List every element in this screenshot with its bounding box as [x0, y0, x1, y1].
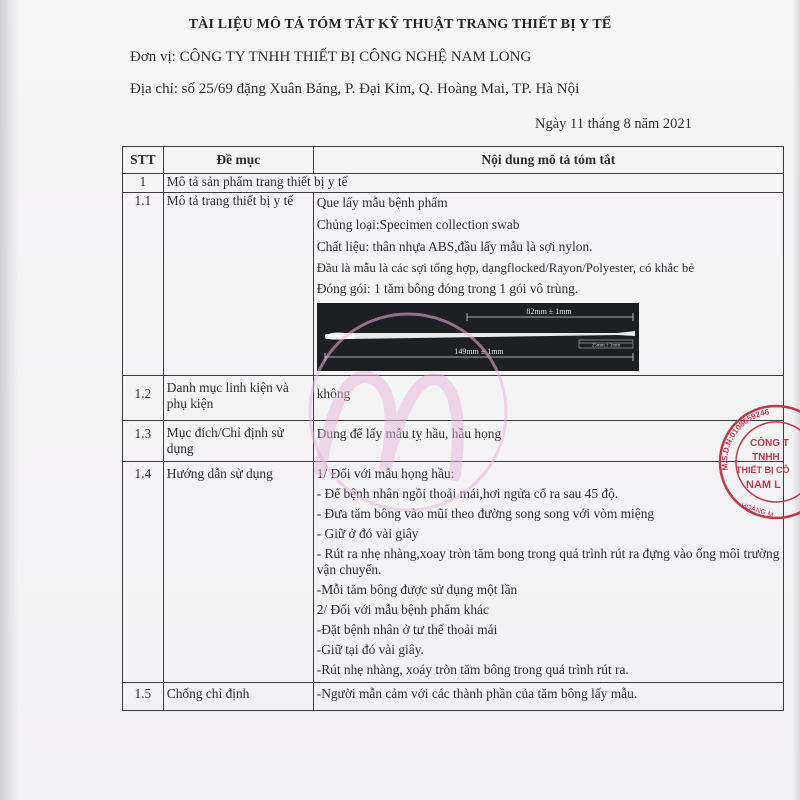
content-line: -Giữ tại đó vài giây. [316, 642, 424, 657]
content-line: - Đưa tăm bông vào mũi theo đường song song với vòm miệng [316, 506, 655, 521]
row-label: Mục đích/Chỉ định sử dụng [163, 421, 313, 462]
row-number: 1 [123, 174, 164, 193]
content-line: - Để bệnh nhân ngồi thoải mái,hơi ngửa cổ ra sau 45 độ. [316, 486, 619, 501]
dim-bottom-label: 149mm ± 1mm [454, 347, 504, 356]
document-title: TÀI LIỆU MÔ TẢ TÓM TẮT KỸ THUẬT TRANG THIẾT BỊ Y TẾ [188, 17, 612, 32]
company-seal [716, 400, 800, 530]
content-line: Đóng gói: 1 tăm bông đóng trong 1 gói vô trùng. [316, 281, 579, 296]
content-line: 2/ Đối với mẫu bệnh phẩm khác [316, 602, 489, 617]
company-unit: Đơn vị: CÔNG TY TNHH THIẾT BỊ CÔNG NGHỆ NAM LONG [130, 49, 532, 65]
svg-text:M.S.D.N:0108659246: M.S.D.N:0108659246 [720, 407, 770, 471]
row-content [313, 462, 783, 683]
section-label: Mô tả sản phẩm trang thiết bị y tế [163, 174, 783, 193]
document-date: Ngày 11 tháng 8 năm 2021 [535, 116, 692, 132]
row-label: Mô tả trang thiết bị y tế [163, 193, 313, 376]
content-line: -Mỗi tăm bông được sử dụng một lần [316, 582, 518, 597]
table-header-row [123, 147, 784, 174]
page-edge-shadow [0, 0, 18, 800]
svg-text:NAM L: NAM L [746, 479, 781, 491]
row-label: Danh mục linh kiện và phụ kiện [163, 376, 313, 421]
content-line: 1/ Đối với mẫu họng hầu: [316, 466, 455, 481]
row-label: Hướng dẫn sử dụng [163, 462, 313, 683]
table-row [123, 421, 784, 462]
row-content: không [313, 376, 783, 421]
table-row [123, 174, 784, 193]
header-stt: STT [123, 147, 164, 174]
row-content [313, 193, 783, 376]
header-noi-dung: Nội dung mô tả tóm tắt [313, 147, 783, 174]
row-number: 1.1 [123, 193, 164, 376]
dim-tip-label: 25mm ± 1mm [591, 343, 620, 349]
svg-text:TNHH: TNHH [752, 452, 780, 463]
content-line: Que lấy mẫu bệnh phẩm [316, 195, 448, 210]
table-row [123, 462, 784, 683]
svg-text:HOÀNG M: HOÀNG M [740, 502, 775, 520]
table-row [123, 376, 784, 421]
content-line: Chủng loại:Specimen collection swab [316, 217, 520, 232]
row-number: 1.3 [123, 421, 164, 462]
svg-text:CÔNG T: CÔNG T [750, 438, 789, 449]
content-line: -Rút nhẹ nhàng, xoáy tròn tăm bông trong quá trình rút ra. [316, 662, 629, 677]
row-number: 1.2 [123, 376, 164, 421]
content-line: Chất liệu: thân nhựa ABS,đầu lấy mẫu là sợi nylon. [316, 239, 593, 254]
content-line: -Đặt bệnh nhân ở tư thế thoải mái [316, 622, 498, 637]
header-de-muc: Đề mục [163, 147, 313, 174]
row-number: 1.5 [123, 683, 164, 711]
table-row [123, 193, 784, 376]
row-content: -Người mẫn cảm với các thành phần của tăm bông lấy mẫu. [313, 683, 783, 711]
company-address: Địa chỉ: số 25/69 đặng Xuân Bảng, P. Đại Kim, Q. Hoàng Mai, TP. Hà Nội [130, 81, 580, 97]
swab-dimension-figure [317, 303, 639, 371]
content-line: - Giữ ở đó vài giây [316, 526, 419, 541]
svg-text:THIẾT BỊ CÔ: THIẾT BỊ CÔ [736, 465, 790, 475]
row-number: 1.4 [123, 462, 164, 683]
dim-top-label: 82mm ± 1mm [526, 307, 572, 316]
content-line: Đầu là mẫu là các sợi tổng hợp, dạngflocked/Rayon/Polyester, có khắc bẻ [316, 261, 694, 275]
table-row [123, 683, 784, 711]
row-content: Dung để lấy mẫu tỵ hầu, hầu họng [313, 421, 783, 462]
row-label: Chống chỉ định [163, 683, 313, 711]
spec-table [122, 146, 784, 711]
content-line: - Rút ra nhẹ nhàng,xoay tròn tăm bong trong quá trình rút ra đựng vào ống môi trường vận chuyển. [316, 546, 780, 577]
